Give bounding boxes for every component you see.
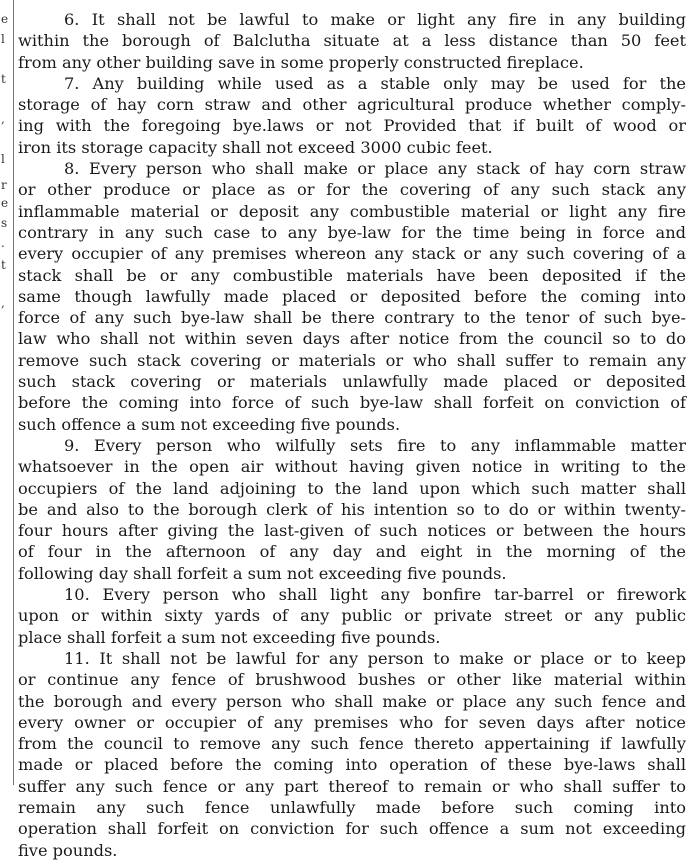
margin-fragment: r	[1, 178, 7, 192]
text-line: such stack covering or materials unlawfully made placed or deposited	[18, 372, 686, 392]
paragraph-first-line: 8. Every person who shall make or place any stack of hay corn straw	[64, 159, 686, 179]
text-line: occupiers of the land adjoining to the land upon which such matter shall	[18, 478, 686, 498]
left-margin-gutter	[0, 0, 12, 785]
text-line: stack shall be or any combustible materials have been deposited if the	[18, 265, 686, 285]
margin-fragment: ,	[1, 112, 5, 126]
text-line: operation shall forfeit on conviction for such offence a sum not exceeding	[18, 819, 686, 839]
text-line: suffer any such fence or any part thereof to remain or who shall suffer to	[18, 776, 686, 796]
text-line: following day shall forfeit a sum not exceeding five pounds.	[18, 563, 507, 583]
bye-laws-text-column	[18, 9, 686, 861]
text-line: inflammable material or deposit any combustible material or light any fire	[18, 201, 686, 221]
margin-fragment: t	[1, 258, 6, 272]
text-line: or other produce or place as or for the covering of any such stack any	[18, 180, 686, 200]
text-line: law who shall not within seven days after notice from the council so to do	[18, 329, 686, 349]
margin-fragment: l	[1, 32, 5, 46]
text-line: within the borough of Balclutha situate at a less distance than 50 feet	[18, 31, 686, 51]
text-line: contrary in any such case to any bye-law for the time being in force and	[18, 222, 686, 242]
text-line: from the council to remove any such fence thereto appertaining if lawfully	[18, 734, 686, 754]
text-line: the borough and every person who shall make or place any such fence and	[18, 691, 686, 711]
paragraph-first-line: 11. It shall not be lawful for any person to make or place or to keep	[64, 648, 686, 668]
text-line: remain any such fence unlawfully made before such coming into	[18, 797, 686, 817]
text-line: four hours after giving the last-given of such notices or between the hours	[18, 521, 686, 541]
text-line: storage of hay corn straw and other agricultural produce whether comply-	[18, 95, 686, 115]
margin-fragment: e	[1, 196, 9, 210]
text-line: remove such stack covering or materials or who shall suffer to remain any	[18, 350, 686, 370]
paragraph-first-line: 6. It shall not be lawful to make or light any fire in any building	[64, 10, 686, 29]
text-line: five pounds.	[18, 840, 118, 860]
text-line: made or placed before the coming into operation of these bye-laws shall	[18, 755, 686, 775]
text-line: every owner or occupier of any premises who for seven days after notice	[18, 712, 686, 732]
margin-fragment: l	[1, 152, 5, 166]
margin-fragment: e	[1, 12, 9, 26]
text-line: ing with the foregoing bye.laws or not Provided that if built of wood or	[18, 116, 686, 136]
text-line: iron its storage capacity shall not exceed 3000 cubic feet.	[18, 137, 493, 157]
text-line: force of any such bye-law shall be there contrary to the tenor of such bye-	[18, 308, 686, 328]
paragraph-first-line: 9. Every person who wilfully sets fire to any inflammable matter	[64, 435, 686, 455]
text-line: from any other building save in some properly constructed fireplace.	[18, 52, 584, 72]
text-line: every occupier of any premises whereon any stack or any such covering of a	[18, 244, 686, 264]
text-line: of four in the afternoon of any day and eight in the morning of the	[18, 542, 686, 562]
text-line: such offence a sum not exceeding five pounds.	[18, 414, 401, 434]
text-line: whatsoever in the open air without having given notice in writing to the	[18, 457, 686, 477]
text-line: place shall forfeit a sum not exceeding five pounds.	[18, 627, 441, 647]
margin-fragment: t	[1, 72, 6, 86]
column-rule-divider	[13, 0, 14, 785]
margin-fragment: s	[1, 216, 8, 230]
text-line: same though lawfully made placed or deposited before the coming into	[18, 286, 686, 306]
text-line: be and also to the borough clerk of his intention so to do or within twenty-	[18, 499, 686, 519]
paragraph-first-line: 7. Any building while used as a stable only may be used for the	[64, 73, 686, 93]
margin-fragment: .	[1, 236, 5, 250]
text-line: before the coming into force of such bye-law shall forfeit on conviction of	[18, 393, 686, 413]
paragraph-first-line: 10. Every person who shall light any bonfire tar-barrel or firework	[64, 585, 686, 605]
text-line: upon or within sixty yards of any public or private street or any public	[18, 606, 686, 626]
margin-fragment: ,	[1, 296, 5, 310]
text-line: or continue any fence of brushwood bushes or other like material within	[18, 670, 686, 690]
